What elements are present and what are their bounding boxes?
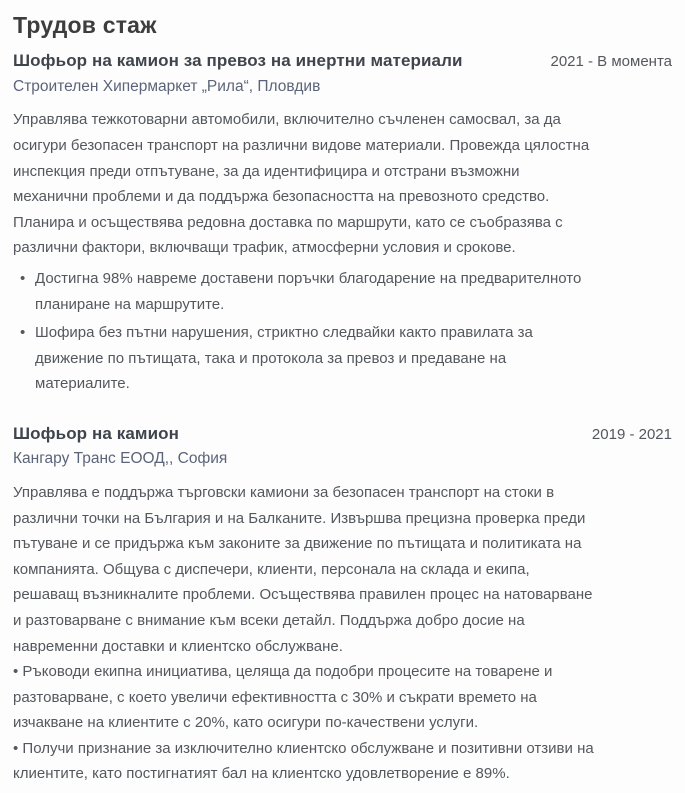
job-title: Шофьор на камион за превоз на инертни материали	[13, 51, 463, 71]
job-header	[13, 51, 672, 71]
achievement-inline-item: • Ръководи екипна инициатива, целяща да подобри процесите на товарене и разтоварване, с което увеличи ефективността с 30% и съкрати времето на изчакване на клиентите с 20%, като осигури по-качествени услуги.	[13, 663, 553, 732]
job-dates: 2019 - 2021	[591, 425, 672, 443]
section-title: Трудов стаж	[13, 12, 157, 38]
achievement-item: • Достигна 98% навреме доставени поръчки благодарение на предварителното планиране на маршрутите.	[13, 266, 595, 317]
job-entry	[13, 51, 672, 397]
job-entry	[13, 424, 672, 787]
company-name: Строителен Хипермаркет „Рила“, Пловдив	[13, 77, 321, 95]
achievement-list	[13, 266, 595, 397]
job-description: Управлява тежкотоварни автомобили, включително съчленен самосвал, за да осигури безопасен транспорт на различни видове материали. Провежда цялостна инспекция преди отпътуване, за да идентифицира и отстрани възможни механични проблеми и да поддържа безопасността на превозното средство. Планира и осъществява редовна доставка по маршрути, като се съобразява с различни фактори, включващи трафик, атмосферни условия и срокове.	[13, 111, 590, 257]
job-title: Шофьор на камион	[13, 423, 179, 443]
achievement-inline-item: • Получи признание за изключително клиентско обслужване и позитивни отзиви на клиентите, като постигнатият бал на клиентско удовлетворение е 89%.	[13, 739, 594, 783]
job-header	[13, 424, 672, 444]
achievement-item: • Шофира без пътни нарушения, стриктно следвайки както правилата за движение по пътищата, така и протокола за превоз и предаване на материалите.	[13, 320, 595, 397]
company-name: Кангару Транс ЕООД,, София	[13, 450, 228, 468]
job-dates: 2021 - В момента	[550, 53, 672, 71]
job-description: Управлява е поддържа търговски камиони за безопасен транспорт на стоки в различни точки на България и на Балканите. Извършва прецизна проверка преди пътуване и се придържа към законите за движение по пътищата и политиката на компанията. Общува с диспечери, клиенти, персонала на склада и екипа, решаващ възникналите проблеми. Осъществява правилен процес на натоварване и разтоварване с внимание към всеки детайл. Поддържа добро досие на навременни доставки и клиентско обслужване.	[13, 483, 593, 655]
